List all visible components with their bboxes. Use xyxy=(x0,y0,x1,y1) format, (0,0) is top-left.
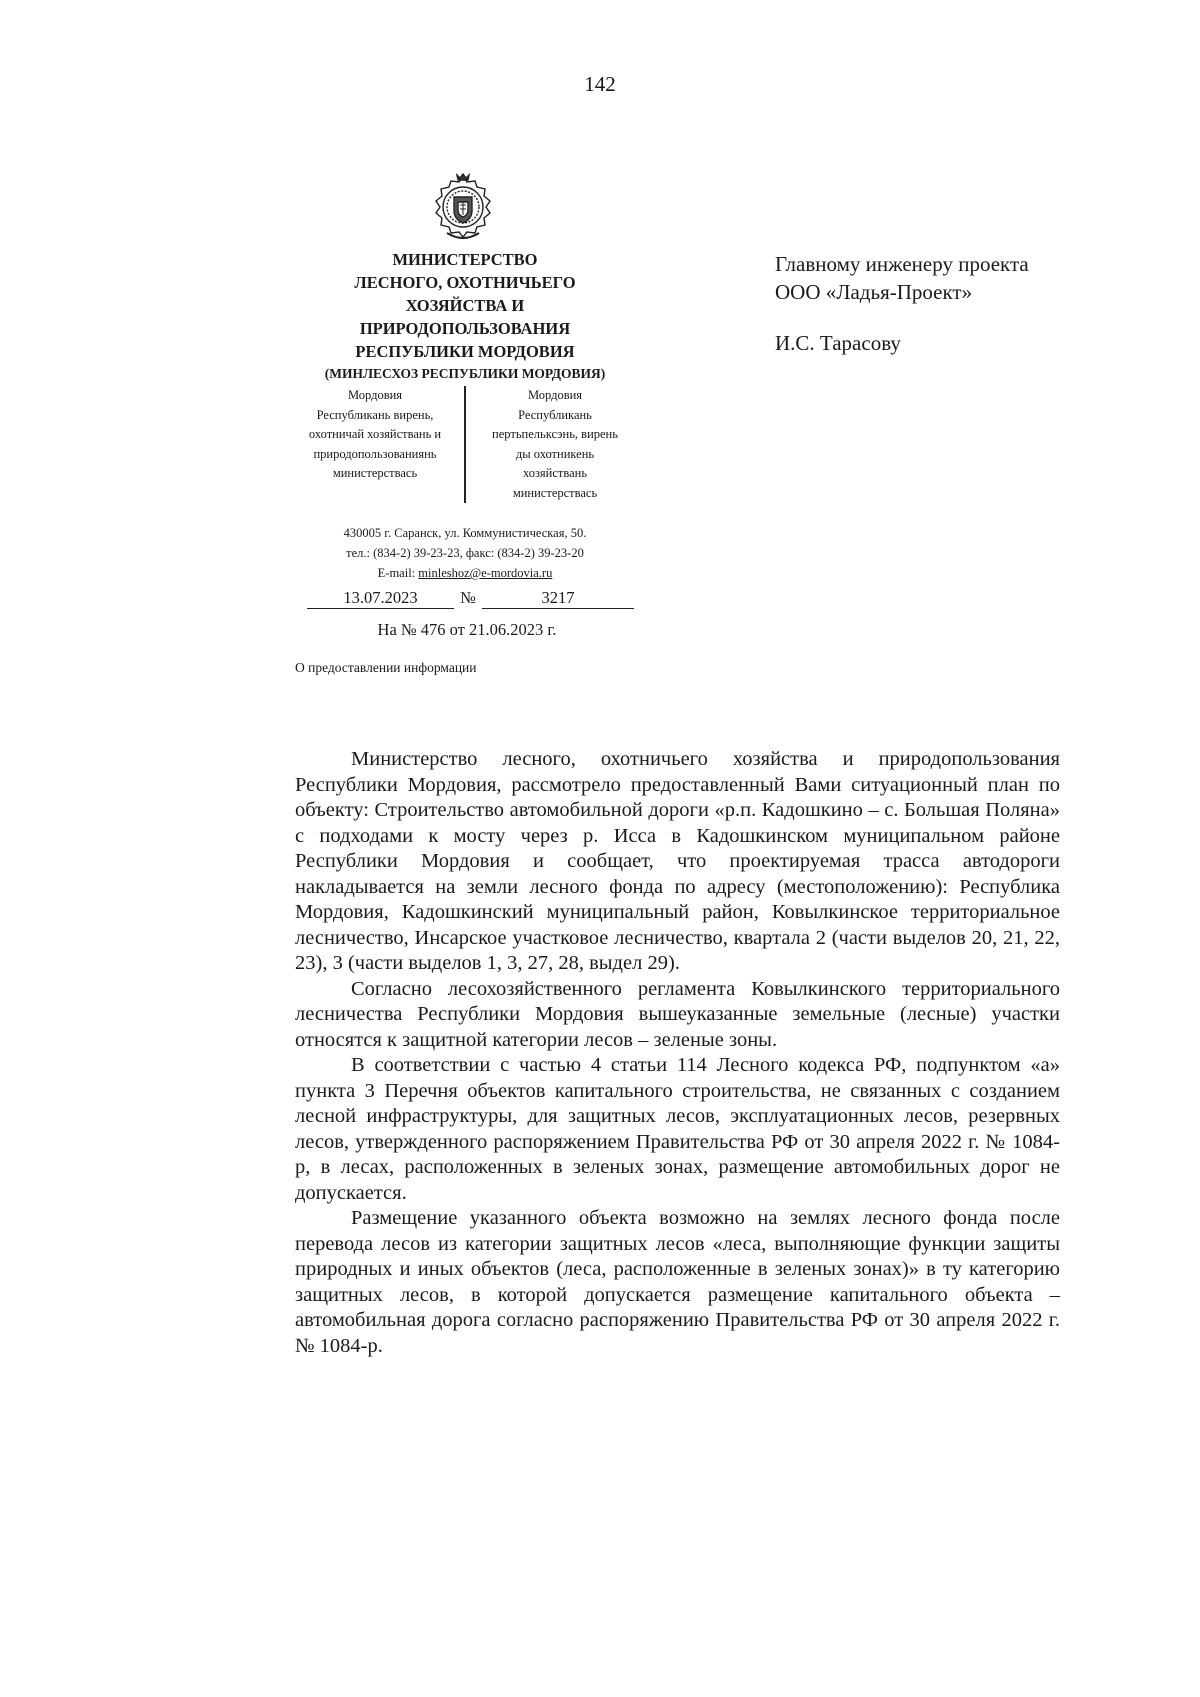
org-name-translations xyxy=(285,386,645,503)
number-sign: № xyxy=(460,588,476,607)
org-name-line: ХОЗЯЙСТВА И xyxy=(405,296,525,315)
org-name xyxy=(335,248,595,363)
org-short-name: (МИНЛЕСХОЗ РЕСПУБЛИКИ МОРДОВИЯ) xyxy=(324,366,606,381)
letterhead xyxy=(285,248,645,583)
org-phones: тел.: (834-2) 39-23-23, факс: (834-2) 39-23-20 xyxy=(346,546,584,560)
letter-subject: О предоставлении информации xyxy=(295,660,477,675)
org-address: 430005 г. Саранск, ул. Коммунистическая, 50. xyxy=(343,526,587,540)
addressee-name: И.С. Тарасову xyxy=(775,331,901,355)
org-name-line: ПРИРОДОПОЛЬЗОВАНИЯ xyxy=(359,319,571,338)
org-name-line: ЛЕСНОГО, ОХОТНИЧЬЕГО xyxy=(354,273,576,292)
org-name-line: РЕСПУБЛИКИ МОРДОВИЯ xyxy=(355,342,575,361)
org-name-line: МИНИСТЕРСТВО xyxy=(392,250,538,269)
addressee-company: ООО «Ладья-Проект» xyxy=(775,280,973,304)
body-paragraph: Размещение указанного объекта возможно на землях лесного фонда после перевода лесов из категории защитных лесов «леса, выполняющие функции защиты природных и иных объектов (леса, расположенные в зеленых зонах)» в ту категорию защитных лесов, в которой допускается размещение капитального объекта – автомобильная дорога согласно распоряжению Правительства РФ от 30 апреля 2022 г. № 1084-р. xyxy=(295,1207,1060,1357)
registration-line xyxy=(307,588,627,610)
registration-number: 3217 xyxy=(482,588,634,609)
org-contacts xyxy=(285,523,645,583)
addressee-position: Главному инженеру проекта xyxy=(775,252,1029,276)
org-name-moksha: Мордовия Республикань вирень, охотничай хозяйствань и природопользованиянь министерствась xyxy=(308,388,442,480)
reply-reference: На № 476 от 21.06.2023 г. xyxy=(377,620,557,639)
email-link[interactable]: minleshoz@e-mordovia.ru xyxy=(418,566,553,580)
registration-date: 13.07.2023 xyxy=(307,588,454,609)
body-paragraph: Министерство лесного, охотничьего хозяйства и природопользования Республики Мордовия, рассмотрело предоставленный Вами ситуационный план по объекту: Строительство автомобильной дороги «р.п. Кадошкино – с. Большая Поляна» с подходами к мосту через р. Исса в Кадошкинском муниципальном районе Республики Мордовия и сообщает, что проектируемая трасса автодороги накладывается на земли лесного фонда по адресу (местоположению): Республика Мордовия, Кадошкинский муниципальный район, Ковылкинское территориальное лесничество, Инсарское участковое лесничество, квартала 2 (части выделов 20, 21, 22, 23), 3 (части выделов 1, 3, 27, 28, выдел 29). xyxy=(295,748,1060,974)
body-paragraph: Согласно лесохозяйственного регламента Ковылкинского территориального лесничества Республики Мордовия вышеуказанные земельные (лесные) участки относятся к защитной категории лесов – зеленые зоны. xyxy=(295,977,1060,1051)
addressee xyxy=(775,250,1029,357)
body-paragraph: В соответствии с частью 4 статьи 114 Лесного кодекса РФ, подпунктом «а» пункта 3 Перечня объектов капитального строительства, не связанных с созданием лесной инфраструктуры, для защитных лесов, эксплуатационных лесов, резервных лесов, утвержденного распоряжением Правительства РФ от 30 апреля 2022 г. № 1084-р, в лесах, расположенных в зеленых зонах, размещение автомобильных дорог не допускается. xyxy=(295,1054,1060,1204)
letter-body xyxy=(295,747,1060,1359)
org-email: E-mail: minleshoz@e-mordovia.ru xyxy=(377,566,553,580)
coat-of-arms-icon xyxy=(431,173,495,243)
org-name-erzya: Мордовия Республикань пертьпельксэнь, вирень ды охотникень хозяйствань министерствась xyxy=(464,386,634,503)
page-number: 142 xyxy=(584,72,616,96)
